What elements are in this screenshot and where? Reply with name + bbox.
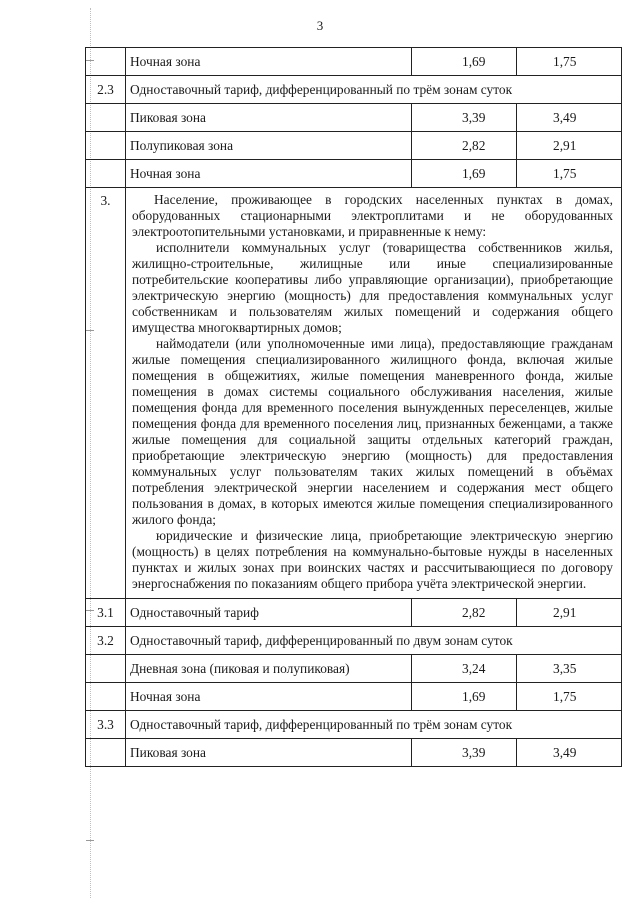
- tariff-value-2: 3,49: [517, 739, 622, 767]
- table-row: [86, 711, 622, 739]
- table-row: [86, 655, 622, 683]
- zone-label: Ночная зона: [126, 683, 412, 711]
- row-number: [86, 739, 126, 767]
- table-row: [86, 599, 622, 627]
- tariff-value-2: 1,75: [517, 160, 622, 188]
- tariff-value-1: 1,69: [412, 160, 517, 188]
- table-row: [86, 132, 622, 160]
- tariff-value-1: 1,69: [412, 683, 517, 711]
- zone-label: Дневная зона (пиковая и полупиковая): [126, 655, 412, 683]
- tariff-value-1: 3,24: [412, 655, 517, 683]
- table-row: [86, 160, 622, 188]
- tariff-value-1: 3,39: [412, 104, 517, 132]
- tariff-value-2: 3,49: [517, 104, 622, 132]
- table-row: [86, 739, 622, 767]
- zone-label: Пиковая зона: [126, 739, 412, 767]
- tariff-value-2: 3,35: [517, 655, 622, 683]
- row-number: [86, 104, 126, 132]
- page-number: 3: [316, 18, 324, 33]
- table-row: [86, 683, 622, 711]
- section-heading: Одноставочный тариф, дифференцированный по трём зонам суток: [126, 711, 622, 739]
- consumer-category-description: [126, 188, 622, 599]
- section-heading: Одноставочный тариф, дифференцированный по двум зонам суток: [126, 627, 622, 655]
- tariff-value-1: 1,69: [412, 48, 517, 76]
- row-number: [86, 683, 126, 711]
- description-paragraph: Население, проживающее в городских населенных пунктах в домах, оборудованных стационарными электроплитами и не оборудованных электроотопительными установками, и приравненные к нему:: [132, 192, 613, 239]
- tariff-value-1: 2,82: [412, 599, 517, 627]
- row-number: 3.3: [86, 711, 126, 739]
- tariff-table: [85, 47, 622, 767]
- tariff-value-2: 1,75: [517, 48, 622, 76]
- table-row: [86, 188, 622, 599]
- row-number: [86, 132, 126, 160]
- tariff-value-2: 2,91: [517, 132, 622, 160]
- description-paragraph: юридические и физические лица, приобретающие электрическую энергию (мощность) в целях потребления на коммунально-бытовые нужды в населенных пунктах и жилых зонах при воинских частях и рассчитывающиеся по договору энергоснабжения по показаниям общего прибора учёта электрической энергии.: [132, 528, 613, 591]
- row-number: 2.3: [86, 76, 126, 104]
- zone-label: Полупиковая зона: [126, 132, 412, 160]
- tariff-value-1: 2,82: [412, 132, 517, 160]
- table-row: [86, 76, 622, 104]
- description-paragraph: исполнители коммунальных услуг (товарищества собственников жилья, жилищно-строительные, жилищные или иные специализированные потребительские кооперативы либо управляющие организации), приобретающие электрическую энергию (мощность) для предоставления коммунальных услуг собственникам и пользователям жилых помещений и содержания общего имущества многоквартирных домов;: [132, 240, 613, 335]
- table-row: [86, 48, 622, 76]
- tariff-label: Одноставочный тариф: [126, 599, 412, 627]
- row-number: [86, 48, 126, 76]
- zone-label: Ночная зона: [126, 48, 412, 76]
- row-number: [86, 655, 126, 683]
- row-number: 3.: [86, 188, 126, 599]
- tariff-value-2: 2,91: [517, 599, 622, 627]
- tariff-value-2: 1,75: [517, 683, 622, 711]
- description-paragraph: наймодатели (или уполномоченные ими лица), предоставляющие гражданам жилые помещения специализированного жилищного фонда, включая жилые помещения в общежитиях, жилые помещения маневренного фонда, жилые помещения в домах системы социального обслуживания населения, жилые помещения фонда для временного поселения вынужденных переселенцев, жилые помещения фонда для временного поселения лиц, признанных беженцами, а также жилые помещения для социальной защиты отдельных категорий граждан, приобретающие электрическую энергию (мощность) для предоставления коммунальных услуг пользователям таких жилых помещений в объёмах потребления электрической энергии населением и содержания мест общего пользования в домах, в которых имеются жилые помещения специализированного жилого фонда;: [132, 336, 613, 527]
- table-row: [86, 104, 622, 132]
- row-number: 3.1: [86, 599, 126, 627]
- tariff-value-1: 3,39: [412, 739, 517, 767]
- row-number: [86, 160, 126, 188]
- scan-tick: [86, 840, 94, 841]
- zone-label: Пиковая зона: [126, 104, 412, 132]
- row-number: 3.2: [86, 627, 126, 655]
- zone-label: Ночная зона: [126, 160, 412, 188]
- table-row: [86, 627, 622, 655]
- section-heading: Одноставочный тариф, дифференцированный по трём зонам суток: [126, 76, 622, 104]
